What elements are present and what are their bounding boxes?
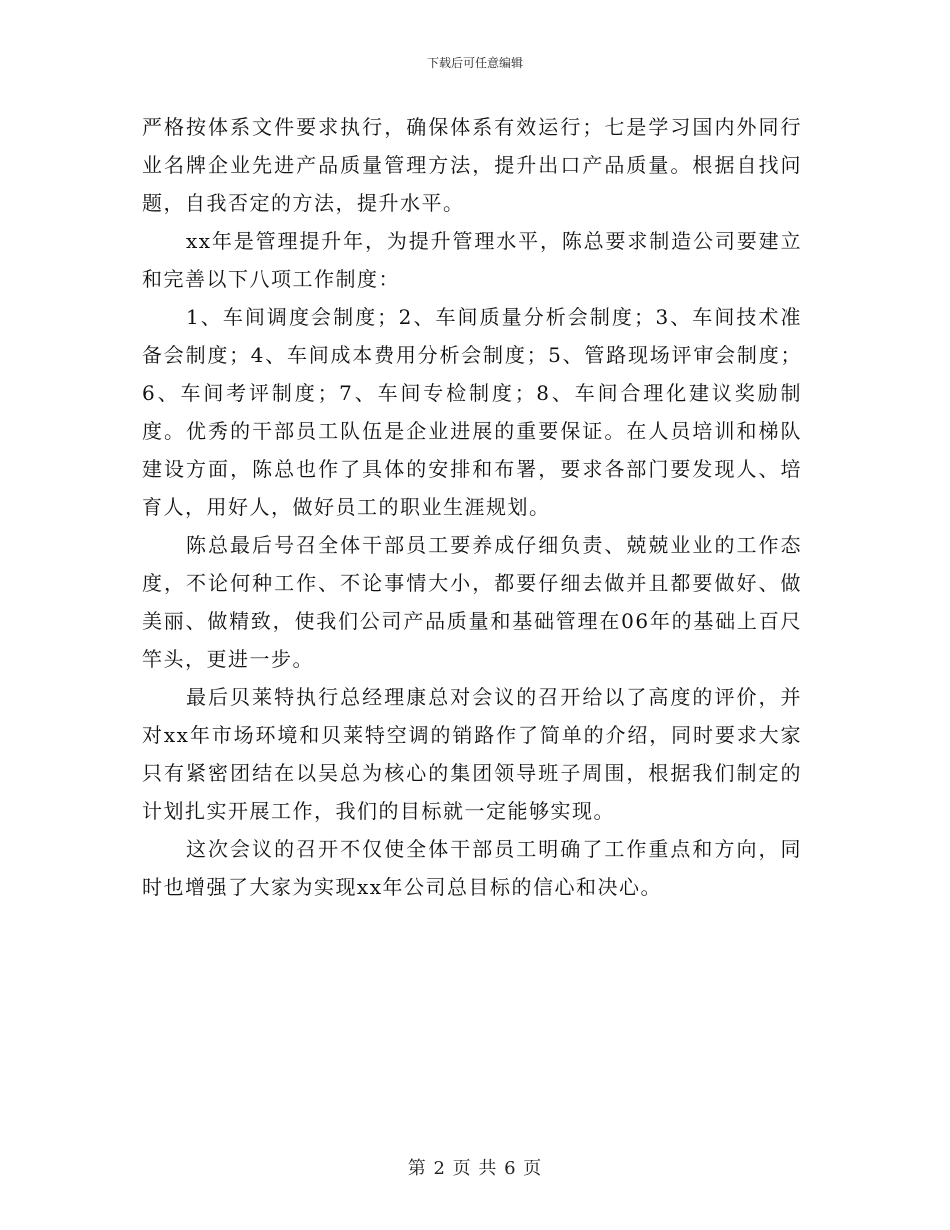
paragraph-5: 最后贝莱特执行总经理康总对会议的召开给以了高度的评价，并对xx年市场环境和贝莱特空调的销路作了简单的介绍，同时要求大家只有紧密团结在以吴总为核心的集团领导班子周围，根据我们制定的计划扎实开展工作，我们的目标就一定能够实现。 [142, 685, 802, 823]
paragraph-1: 严格按体系文件要求执行，确保体系有效运行；七是学习国内外同行业名牌企业先进产品质量管理方法，提升出口产品质量。根据自找问题，自我否定的方法，提升水平。 [142, 115, 802, 215]
page-number-footer: 第 2 页 共 6 页 [407, 1158, 543, 1179]
paragraph-4: 陈总最后号召全体干部员工要养成仔细负责、兢兢业业的工作态度，不论何种工作、不论事情大小，都要仔细去做并且都要做好、做美丽、做精致，使我们公司产品质量和基础管理在06年的基础上百尺竿头，更进一步。 [142, 533, 802, 671]
page-header: 下载后可任意编辑 [426, 56, 523, 70]
paragraph-2: xx年是管理提升年，为提升管理水平，陈总要求制造公司要建立和完善以下八项工作制度： [142, 229, 802, 291]
document-body [142, 108, 802, 906]
paragraph-3: 1、车间调度会制度；2、车间质量分析会制度；3、车间技术准备会制度；4、车间成本费用分析会制度；5、管路现场评审会制度；6、车间考评制度；7、车间专检制度；8、车间合理化建议奖励制度。优秀的干部员工队伍是企业进展的重要保证。在人员培训和梯队建设方面，陈总也作了具体的安排和布署，要求各部门要发现人、培育人，用好人，做好员工的职业生涯规划。 [142, 305, 802, 519]
paragraph-6: 这次会议的召开不仅使全体干部员工明确了工作重点和方向，同时也增强了大家为实现xx年公司总目标的信心和决心。 [142, 837, 802, 899]
